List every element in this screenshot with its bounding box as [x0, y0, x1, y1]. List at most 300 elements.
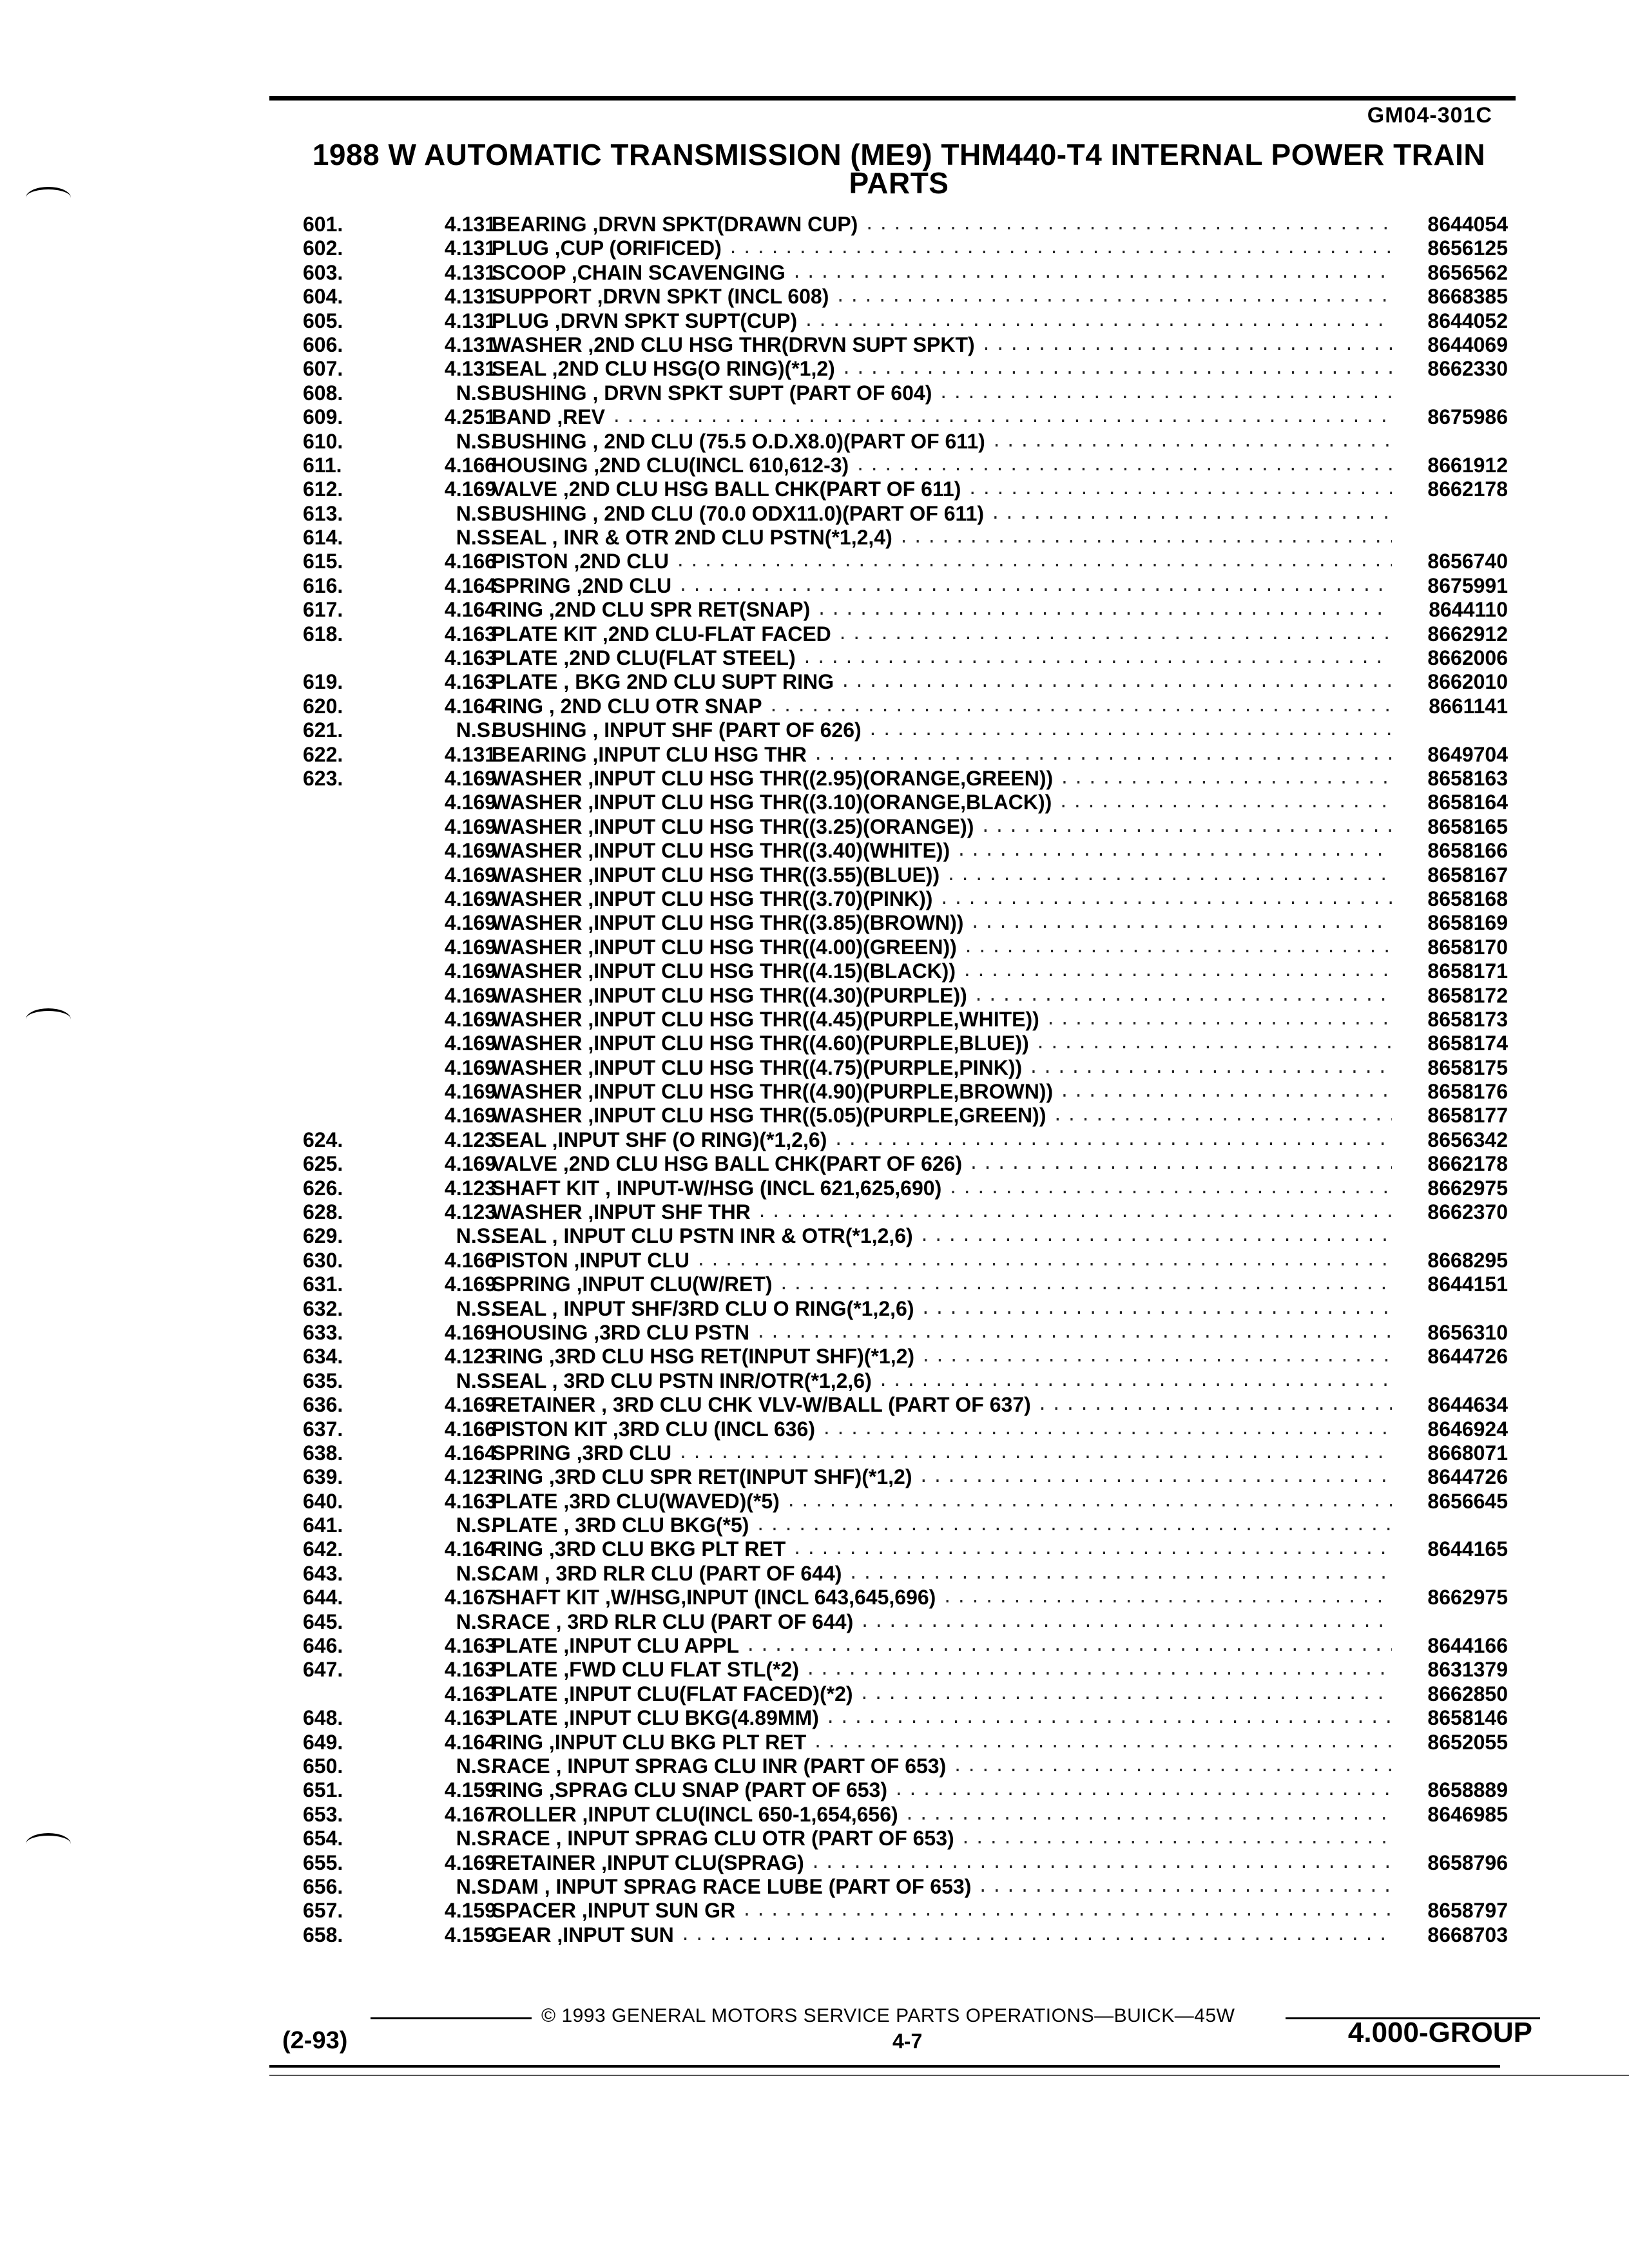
part-number: 8658169: [1427, 911, 1508, 935]
dot-leader: [948, 1177, 1392, 1200]
table-row: [303, 1562, 1508, 1586]
table-row: [303, 574, 1508, 598]
part-description-cell: [492, 1177, 1392, 1200]
dot-leader: [816, 598, 1392, 622]
part-description-cell: [492, 936, 1392, 959]
part-description-cell: [492, 1418, 1392, 1441]
part-number: 8668385: [1427, 285, 1508, 309]
group-number: 4.169: [444, 1007, 496, 1031]
part-description-cell: [492, 1224, 1392, 1248]
ref-number: 640.: [303, 1489, 343, 1513]
ref-number: 619.: [303, 670, 343, 694]
ref-number: 632.: [303, 1296, 343, 1320]
part-description: RACE , 3RD RLR CLU (PART OF 644): [492, 1610, 854, 1633]
part-description-cell: [492, 863, 1392, 887]
part-number: 8675991: [1427, 573, 1508, 597]
group-number: N.S.: [456, 1514, 496, 1537]
part-description-cell: [492, 574, 1392, 598]
part-description: SEAL ,2ND CLU HSG(O RING)(*1,2): [492, 357, 835, 381]
part-number: 8658146: [1427, 1706, 1508, 1730]
group-number: N.S.: [456, 381, 496, 405]
group-number: 4.167: [444, 1586, 496, 1610]
dot-leader: [757, 1200, 1392, 1224]
part-description-cell: [492, 767, 1392, 791]
part-number: 8668703: [1427, 1923, 1508, 1946]
group-number: 4.123: [444, 1128, 496, 1151]
ref-number: 611.: [303, 453, 342, 477]
page-title-line-2: PARTS: [849, 166, 949, 200]
part-number: 8658163: [1427, 766, 1508, 790]
bottom-rule: [269, 2065, 1500, 2068]
group-number: 4.169: [444, 983, 496, 1007]
dot-leader: [842, 357, 1392, 381]
part-number: 8656562: [1427, 260, 1508, 284]
part-description: PLATE KIT ,2ND CLU-FLAT FACED: [492, 622, 831, 646]
group-number: 4.169: [444, 911, 496, 935]
dot-leader: [678, 574, 1392, 598]
table-row: [303, 1224, 1508, 1248]
group-number: 4.169: [444, 839, 496, 863]
part-number: 8644069: [1427, 332, 1508, 356]
part-description-cell: [492, 646, 1392, 670]
part-description: SEAL , INPUT CLU PSTN INR & OTR(*1,2,6): [492, 1224, 913, 1248]
dot-leader: [779, 1273, 1392, 1296]
part-description: RETAINER ,INPUT CLU(SPRAG): [492, 1850, 804, 1874]
ref-number: 646.: [303, 1634, 343, 1658]
group-number: 4.163: [444, 670, 496, 694]
part-description-cell: [492, 1754, 1392, 1778]
part-description: RING ,3RD CLU SPR RET(INPUT SHF)(*1,2): [492, 1465, 912, 1489]
ref-number: 614.: [303, 526, 343, 550]
table-row: [303, 911, 1508, 935]
group-number: N.S.: [456, 429, 496, 453]
group-number: N.S.: [456, 1754, 496, 1778]
dot-leader: [918, 1465, 1392, 1489]
group-number: 4.166: [444, 1248, 496, 1272]
ref-number: 643.: [303, 1561, 343, 1585]
part-description-cell: [492, 1297, 1392, 1321]
part-number: 8658171: [1427, 959, 1508, 983]
part-description-cell: [492, 502, 1392, 526]
part-number: 8675986: [1427, 405, 1508, 429]
group-label: 4.000-GROUP: [1347, 2017, 1532, 2048]
group-number: N.S.: [456, 1561, 496, 1585]
dot-leader: [1037, 1393, 1392, 1417]
part-description-cell: [492, 454, 1392, 477]
part-description: PLATE , BKG 2ND CLU SUPT RING: [492, 670, 834, 694]
table-row: [303, 815, 1508, 839]
part-number: 8668071: [1427, 1441, 1508, 1465]
part-description: WASHER ,INPUT CLU HSG THR((4.00)(GREEN)): [492, 935, 957, 959]
part-description-cell: [492, 815, 1392, 839]
dot-leader: [756, 1321, 1392, 1345]
group-number: N.S.: [456, 1296, 496, 1320]
dot-leader: [969, 1152, 1392, 1176]
part-description: BEARING ,DRVN SPKT(DRAWN CUP): [492, 213, 858, 236]
part-number: 8662010: [1427, 670, 1508, 694]
part-description-cell: [492, 1490, 1392, 1514]
table-row: [303, 670, 1508, 694]
table-row: [303, 984, 1508, 1008]
table-row: [303, 502, 1508, 526]
part-description: SEAL , INPUT SHF/3RD CLU O RING(*1,2,6): [492, 1296, 914, 1320]
group-number: 4.131: [444, 236, 496, 260]
dot-leader: [813, 1731, 1392, 1754]
group-number: 4.169: [444, 1850, 496, 1874]
ref-number: 634.: [303, 1345, 343, 1369]
ref-number: 651.: [303, 1778, 343, 1802]
part-number: 8658176: [1427, 1080, 1508, 1104]
part-description: SUPPORT ,DRVN SPKT (INCL 608): [492, 285, 829, 309]
part-description-cell: [492, 911, 1392, 935]
table-row: [303, 477, 1508, 501]
part-number: 8646924: [1427, 1417, 1508, 1441]
dot-leader: [840, 670, 1392, 694]
part-description: PLATE ,2ND CLU(FLAT STEEL): [492, 646, 796, 670]
part-number: 8662975: [1427, 1176, 1508, 1200]
dot-leader: [813, 743, 1392, 767]
group-number: 4.167: [444, 1802, 496, 1826]
part-number: 8662178: [1427, 477, 1508, 501]
part-description: PLATE ,INPUT CLU(FLAT FACED)(*2): [492, 1682, 853, 1706]
group-number: 4.131: [444, 332, 496, 356]
table-row: [303, 1321, 1508, 1345]
part-description-cell: [492, 984, 1392, 1008]
table-row: [303, 1899, 1508, 1923]
part-description-cell: [492, 1923, 1392, 1947]
part-description: WASHER ,INPUT CLU HSG THR((4.90)(PURPLE,BROWN)): [492, 1080, 1054, 1104]
group-number: 4.159: [444, 1778, 496, 1802]
part-number: 8644054: [1427, 213, 1508, 236]
group-number: 4.169: [444, 1055, 496, 1079]
table-row: [303, 767, 1508, 791]
part-description: PLATE ,3RD CLU(WAVED)(*5): [492, 1489, 780, 1513]
ref-number: 649.: [303, 1730, 343, 1754]
part-number: 8658174: [1427, 1032, 1508, 1055]
part-description: CAM , 3RD RLR CLU (PART OF 644): [492, 1561, 842, 1585]
part-description: SHAFT KIT , INPUT-W/HSG (INCL 621,625,690): [492, 1176, 942, 1200]
dot-leader: [835, 285, 1392, 309]
ref-number: 615.: [303, 550, 343, 573]
table-row: [303, 1200, 1508, 1224]
part-number: 8644634: [1427, 1393, 1508, 1417]
part-description: PLUG ,CUP (ORIFICED): [492, 236, 722, 260]
part-number: 8662370: [1427, 1200, 1508, 1224]
ref-number: 606.: [303, 332, 343, 356]
part-description: WASHER ,INPUT CLU HSG THR((3.40)(WHITE)): [492, 839, 950, 863]
ref-number: 638.: [303, 1441, 343, 1465]
dot-leader: [1046, 1008, 1392, 1032]
page-title-line-1: 1988 W AUTOMATIC TRANSMISSION (ME9) THM440-T4 INTERNAL POWER TRAIN: [312, 138, 1486, 171]
group-number: 4.159: [444, 1899, 496, 1923]
part-description: PISTON ,2ND CLU: [492, 550, 669, 573]
dot-leader: [755, 1514, 1392, 1537]
group-number: 4.164: [444, 1441, 496, 1465]
table-row: [303, 1441, 1508, 1465]
dot-leader: [920, 1224, 1392, 1248]
dot-leader: [811, 1851, 1392, 1875]
part-description: SEAL ,INPUT SHF (O RING)(*1,2,6): [492, 1128, 827, 1151]
group-number: N.S.: [456, 1224, 496, 1248]
group-number: 4.123: [444, 1345, 496, 1369]
table-row: [303, 718, 1508, 742]
ref-number: 656.: [303, 1874, 343, 1898]
ref-number: 631.: [303, 1273, 343, 1296]
part-description: SPRING ,2ND CLU: [492, 573, 672, 597]
dot-leader: [864, 213, 1392, 236]
part-description: RING ,2ND CLU SPR RET(SNAP): [492, 598, 811, 622]
part-description: SPRING ,INPUT CLU(W/RET): [492, 1273, 773, 1296]
dot-leader: [921, 1345, 1392, 1369]
part-number: 8644052: [1427, 309, 1508, 332]
part-number: 8656125: [1427, 236, 1508, 260]
table-row: [303, 526, 1508, 550]
part-number: 8658173: [1427, 1007, 1508, 1031]
part-description-cell: [492, 1803, 1392, 1827]
table-row: [303, 1875, 1508, 1899]
part-description: WASHER ,INPUT CLU HSG THR((3.55)(BLUE)): [492, 863, 940, 887]
dot-leader: [825, 1706, 1392, 1730]
table-row: [303, 1731, 1508, 1754]
group-number: 4.169: [444, 1032, 496, 1055]
table-row: [303, 1297, 1508, 1321]
table-row: [303, 646, 1508, 670]
part-description-cell: [492, 1851, 1392, 1875]
ref-number: 628.: [303, 1200, 343, 1224]
dot-leader: [786, 1490, 1392, 1514]
group-number: 4.164: [444, 598, 496, 622]
group-number: 4.169: [444, 863, 496, 887]
group-number: 4.166: [444, 550, 496, 573]
dot-leader: [675, 550, 1392, 573]
part-description-cell: [492, 333, 1392, 357]
part-description: GEAR ,INPUT SUN: [492, 1923, 674, 1946]
group-number: 4.164: [444, 573, 496, 597]
part-number: 8661141: [1429, 694, 1508, 718]
part-description-cell: [492, 1634, 1392, 1658]
part-description-cell: [492, 1032, 1392, 1055]
table-row: [303, 1658, 1508, 1682]
dot-leader: [899, 526, 1392, 550]
dot-leader: [981, 333, 1392, 357]
dot-leader: [680, 1923, 1392, 1947]
group-number: N.S.: [456, 1610, 496, 1633]
part-description: HOUSING ,2ND CLU(INCL 610,612-3): [492, 453, 849, 477]
part-number: 8658167: [1427, 863, 1508, 887]
date-code: (2-93): [282, 2027, 348, 2054]
part-description: SHAFT KIT ,W/HSG,INPUT (INCL 643,645,696): [492, 1586, 936, 1610]
dot-leader: [946, 863, 1392, 887]
part-description: WASHER ,INPUT CLU HSG THR((4.15)(BLACK)): [492, 959, 956, 983]
part-description: HOUSING ,3RD CLU PSTN: [492, 1320, 750, 1344]
table-row: [303, 285, 1508, 309]
part-description-cell: [492, 887, 1392, 911]
group-number: 4.169: [444, 1273, 496, 1296]
group-number: 4.163: [444, 1489, 496, 1513]
ref-number: 647.: [303, 1658, 343, 1682]
table-row: [303, 1249, 1508, 1273]
ref-number: 610.: [303, 429, 343, 453]
part-description: RACE , INPUT SPRAG CLU INR (PART OF 653): [492, 1754, 947, 1778]
group-number: 4.164: [444, 1730, 496, 1754]
dot-leader: [678, 1441, 1392, 1465]
table-row: [303, 1706, 1508, 1730]
dot-leader: [970, 911, 1392, 935]
dot-leader: [1059, 1080, 1392, 1104]
table-row: [303, 887, 1508, 911]
dot-leader: [728, 236, 1392, 260]
dot-leader: [978, 1875, 1392, 1899]
ref-number: 642.: [303, 1537, 343, 1561]
part-description: WASHER ,INPUT CLU HSG THR((4.30)(PURPLE)): [492, 983, 967, 1007]
part-number: 8644110: [1429, 598, 1508, 622]
ref-number: 620.: [303, 694, 343, 718]
dot-leader: [967, 477, 1392, 501]
dot-leader: [1028, 1056, 1392, 1080]
part-number: 8652055: [1427, 1730, 1508, 1754]
table-row: [303, 743, 1508, 767]
group-number: 4.251: [444, 405, 496, 429]
table-row: [303, 936, 1508, 959]
ref-number: 635.: [303, 1369, 343, 1392]
table-row: [303, 213, 1508, 236]
part-description: RACE , INPUT SPRAG CLU OTR (PART OF 653): [492, 1827, 954, 1850]
table-row: [303, 381, 1508, 405]
dot-leader: [769, 695, 1392, 718]
dot-leader: [1058, 791, 1392, 814]
dot-leader: [804, 309, 1392, 333]
group-number: 4.163: [444, 622, 496, 646]
part-description: RING , 2ND CLU OTR SNAP: [492, 694, 762, 718]
ref-number: 658.: [303, 1923, 343, 1946]
table-row: [303, 1682, 1508, 1706]
part-description-cell: [492, 261, 1392, 285]
part-description: PLATE , 3RD CLU BKG(*5): [492, 1514, 749, 1537]
part-description-cell: [492, 1056, 1392, 1080]
part-description-cell: [492, 477, 1392, 501]
group-number: 4.166: [444, 1417, 496, 1441]
part-description: BEARING ,INPUT CLU HSG THR: [492, 742, 807, 766]
part-description: WASHER ,INPUT CLU HSG THR((3.25)(ORANGE)): [492, 814, 974, 838]
part-description-cell: [492, 285, 1392, 309]
table-row: [303, 236, 1508, 260]
ref-number: 645.: [303, 1610, 343, 1633]
table-row: [303, 1128, 1508, 1152]
part-description: PLATE ,INPUT CLU BKG(4.89MM): [492, 1706, 819, 1730]
table-row: [303, 1032, 1508, 1055]
ref-number: 602.: [303, 236, 343, 260]
part-number: 8656342: [1427, 1128, 1508, 1151]
dot-leader: [921, 1297, 1393, 1321]
group-number: 4.164: [444, 1537, 496, 1561]
ref-number: 621.: [303, 718, 343, 742]
ref-number: 604.: [303, 285, 343, 309]
part-number: 8656740: [1427, 550, 1508, 573]
table-row: [303, 1827, 1508, 1850]
part-number: 8644151: [1427, 1273, 1508, 1296]
part-number: 8662912: [1427, 622, 1508, 646]
part-description-cell: [492, 1152, 1392, 1176]
group-number: N.S.: [456, 718, 496, 742]
part-description: WASHER ,INPUT CLU HSG THR((3.70)(PINK)): [492, 887, 933, 910]
part-number: 8658164: [1427, 791, 1508, 814]
table-row: [303, 863, 1508, 887]
ref-number: 630.: [303, 1248, 343, 1272]
table-row: [303, 550, 1508, 573]
group-number: 4.164: [444, 694, 496, 718]
group-number: 4.163: [444, 1706, 496, 1730]
table-row: [303, 1537, 1508, 1561]
part-description: SPACER ,INPUT SUN GR: [492, 1899, 736, 1923]
table-row: [303, 405, 1508, 429]
table-row: [303, 1393, 1508, 1417]
ref-number: 654.: [303, 1827, 343, 1850]
ref-number: 655.: [303, 1850, 343, 1874]
table-row: [303, 1634, 1508, 1658]
dot-leader: [980, 815, 1392, 839]
part-description: PISTON ,INPUT CLU: [492, 1248, 689, 1272]
part-description: WASHER ,INPUT CLU HSG THR((3.10)(ORANGE,BLACK)): [492, 791, 1052, 814]
group-number: 4.166: [444, 453, 496, 477]
ref-number: 607.: [303, 357, 343, 381]
dot-leader: [792, 261, 1392, 285]
table-row: [303, 333, 1508, 357]
group-number: 4.163: [444, 1634, 496, 1658]
dot-leader: [742, 1899, 1392, 1923]
part-description-cell: [492, 959, 1392, 983]
parts-table: [303, 213, 1508, 1947]
table-row: [303, 1803, 1508, 1827]
part-description: BAND ,REV: [492, 405, 606, 429]
part-description-cell: [492, 743, 1392, 767]
dot-leader: [942, 1586, 1392, 1610]
part-description-cell: [492, 381, 1392, 405]
part-description: PISTON KIT ,3RD CLU (INCL 636): [492, 1417, 815, 1441]
part-description: BUSHING , INPUT SHF (PART OF 626): [492, 718, 862, 742]
ref-number: 650.: [303, 1754, 343, 1778]
part-description-cell: [492, 622, 1392, 646]
punch-hole-mark: [26, 1008, 71, 1030]
part-description: WASHER ,2ND CLU HSG THR(DRVN SUPT SPKT): [492, 332, 975, 356]
dot-leader: [868, 718, 1392, 742]
table-row: [303, 1152, 1508, 1176]
group-number: 4.169: [444, 791, 496, 814]
part-description-cell: [492, 1706, 1392, 1730]
bottom-rule-thin: [269, 2075, 1629, 2076]
ref-number: 636.: [303, 1393, 343, 1417]
part-number: 8646985: [1427, 1802, 1508, 1826]
dot-leader: [878, 1369, 1392, 1393]
dot-leader: [802, 646, 1392, 670]
part-description: WASHER ,INPUT CLU HSG THR((2.95)(ORANGE,GREEN)): [492, 766, 1054, 790]
ref-number: 641.: [303, 1514, 343, 1537]
dot-leader: [805, 1658, 1392, 1682]
group-number: 4.131: [444, 742, 496, 766]
part-description: BUSHING , 2ND CLU (70.0 ODX11.0)(PART OF 611): [492, 501, 985, 525]
ref-number: 633.: [303, 1320, 343, 1344]
dot-leader: [1052, 1104, 1392, 1128]
part-number: 8644726: [1427, 1345, 1508, 1369]
part-description-cell: [492, 357, 1392, 381]
part-description: WASHER ,INPUT CLU HSG THR((4.60)(PURPLE,BLUE)): [492, 1032, 1029, 1055]
part-description-cell: [492, 1080, 1392, 1104]
group-number: 4.169: [444, 1152, 496, 1176]
part-description-cell: [492, 670, 1392, 694]
ref-number: 623.: [303, 766, 343, 790]
ref-number: 605.: [303, 309, 343, 332]
table-row: [303, 1345, 1508, 1369]
part-number: 8658177: [1427, 1104, 1508, 1128]
